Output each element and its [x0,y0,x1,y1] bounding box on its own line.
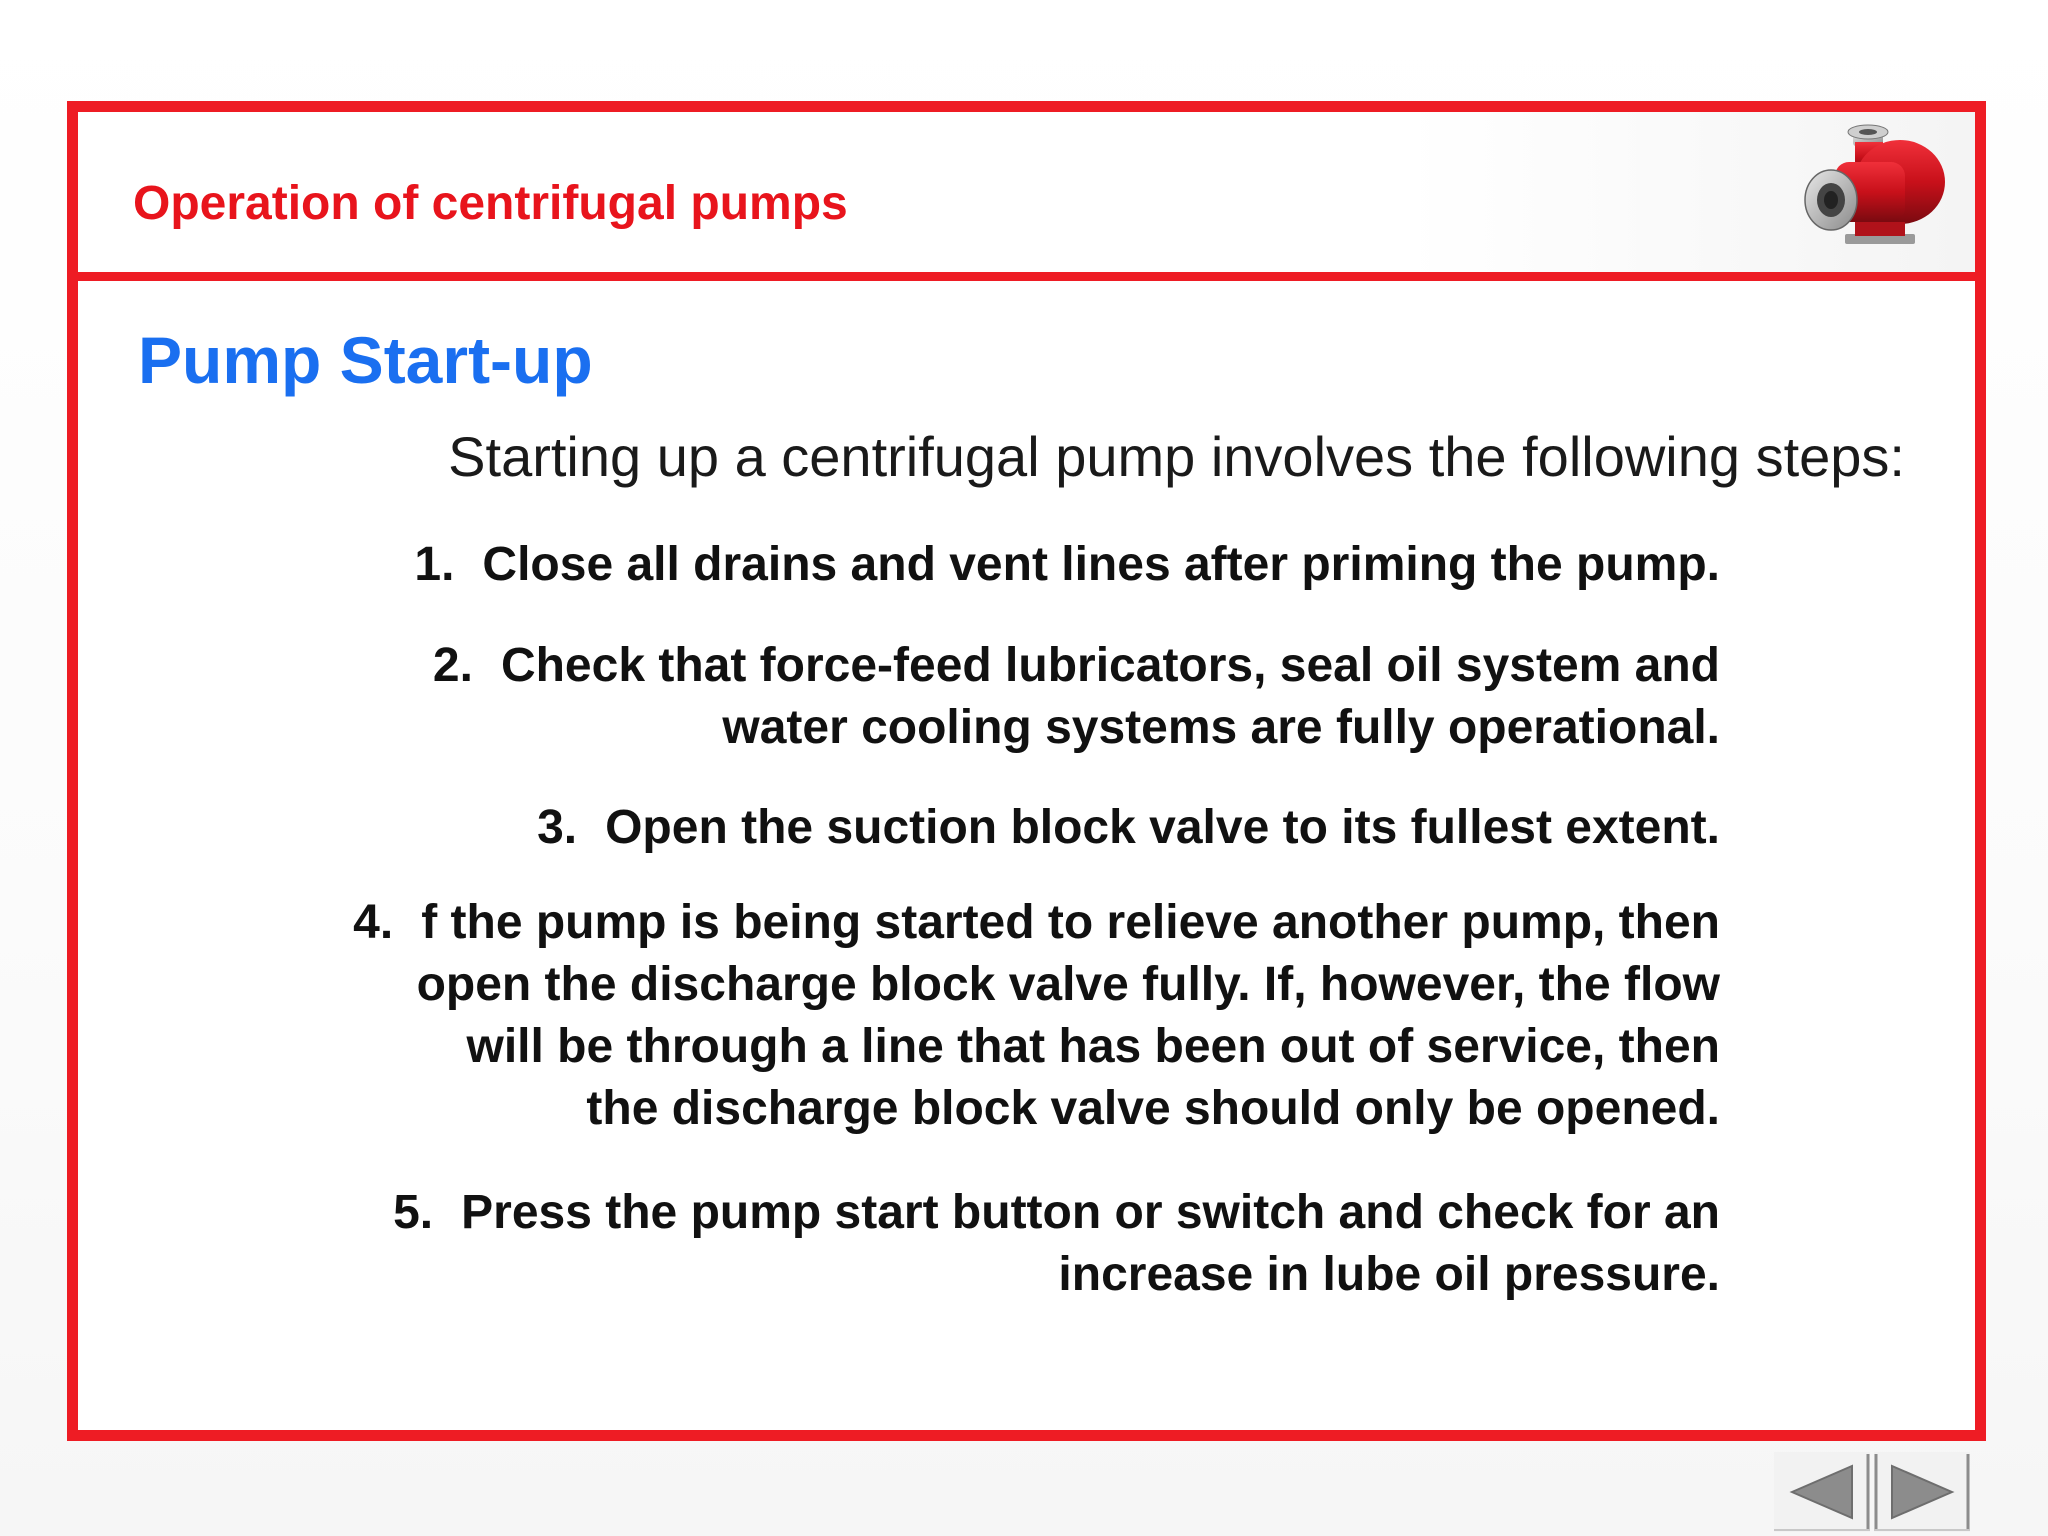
intro-text: Starting up a centrifugal pump involves the following steps: [448,425,1905,488]
step-4 [353,892,1720,1140]
step-text: Press the pump start button or switch and check for an [461,1186,1720,1239]
previous-arrow-icon[interactable] [1774,1452,1870,1532]
step-number: 1. [414,538,455,591]
next-arrow-icon[interactable] [1874,1452,1970,1532]
step-number: 5. [393,1186,434,1239]
step-5 [393,1182,1720,1306]
step-number: 3. [537,801,578,854]
step-2 [433,635,1720,759]
step-text: water cooling systems are fully operational. [722,701,1720,754]
step-text: the discharge block valve should only be opened. [586,1082,1720,1135]
step-text: open the discharge block valve fully. If, however, the flow [416,958,1720,1011]
step-text: Open the suction block valve to its fullest extent. [605,801,1720,854]
step-1 [414,534,1720,596]
step-text: increase in lube oil pressure. [1058,1248,1720,1301]
slide-frame [67,101,1986,1441]
steps-list [78,112,1975,1430]
section-title: Pump Start-up [138,323,593,397]
step-text: f the pump is being started to relieve another pump, then [421,896,1720,949]
step-number: 4. [353,896,394,949]
step-3 [537,797,1720,859]
step-text: Check that force-feed lubricators, seal oil system and [500,639,1720,692]
slide-navigation [1774,1452,1970,1532]
step-number: 2. [432,639,473,692]
header-title: Operation of centrifugal pumps [133,177,848,230]
step-text: will be through a line that has been out of service, then [466,1020,1720,1073]
step-text: Close all drains and vent lines after priming the pump. [482,538,1720,591]
